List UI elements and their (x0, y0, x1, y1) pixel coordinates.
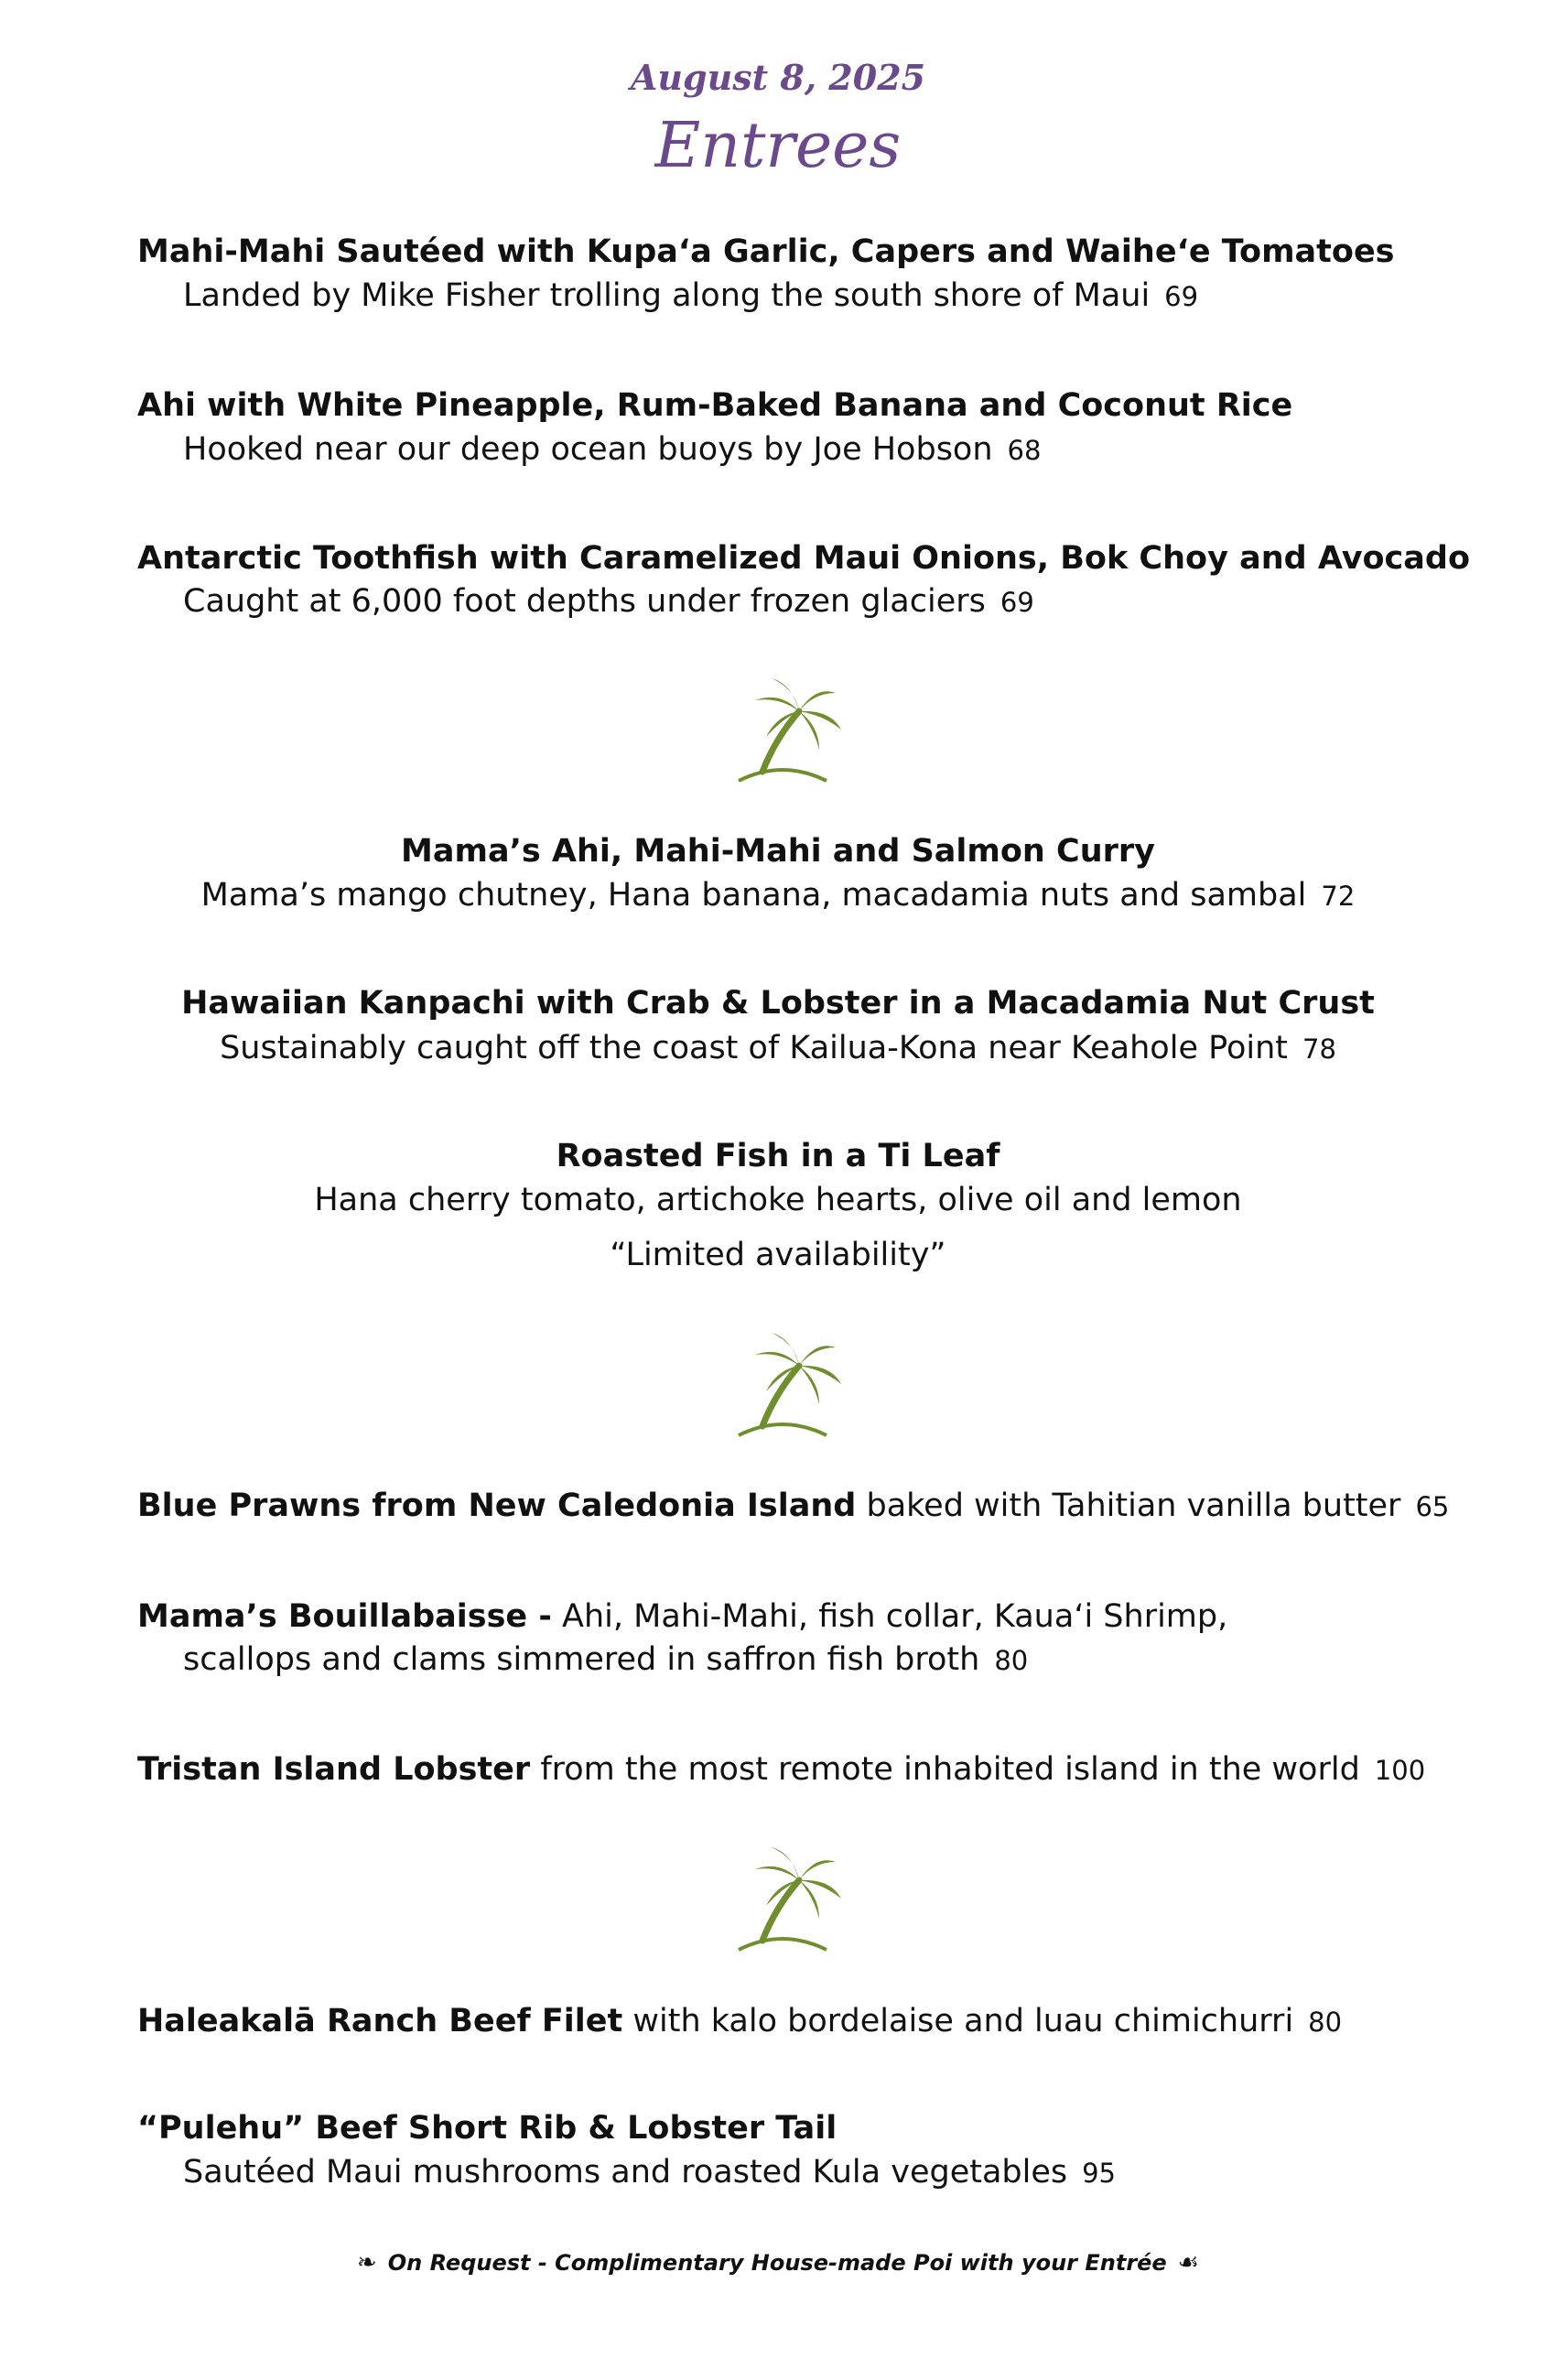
footer-text: On Request - Complimentary House-made Poi with your Entrée (387, 2250, 1167, 2276)
item-price: 78 (1302, 1033, 1336, 1065)
item-row (137, 1485, 1449, 1528)
item-description: Landed by Mike Fisher trolling along the south shore of Maui (183, 277, 1151, 314)
item-price: 95 (1082, 2158, 1117, 2189)
item-description: Sautéed Maui mushrooms and roasted Kula vegetables (183, 2154, 1068, 2191)
item-description-row (183, 275, 1198, 318)
item-description: from the most remote inhabited island in the world (540, 1751, 1360, 1788)
menu-title: Entrees (654, 110, 902, 182)
leaf-ornament-icon: ☙ (1177, 2249, 1200, 2277)
item-title: Blue Prawns from New Caledonia Island (137, 1488, 857, 1524)
item-title: Antarctic Toothfish with Caramelized Maui Onions, Bok Choy and Avocado (137, 540, 1471, 577)
item-description: Ahi, Mahi-Mahi, fish collar, Kaua‘i Shrimp, (562, 1598, 1228, 1635)
item-row (137, 1748, 1425, 1791)
item-description: Sustainably caught off the coast of Kailua-Kona near Keahole Point (220, 1030, 1289, 1066)
item-price: 65 (1415, 1491, 1450, 1522)
item-title: Haleakalā Ranch Beef Filet (137, 2003, 623, 2039)
item-price: 69 (1164, 281, 1199, 312)
palm-tree-icon (728, 1327, 847, 1446)
menu-date: August 8, 2025 (630, 57, 926, 98)
item-title: Roasted Fish in a Ti Leaf (556, 1138, 1000, 1174)
item-price: 72 (1321, 881, 1356, 912)
item-price: 69 (1000, 587, 1034, 618)
item-description-row (0, 874, 1556, 917)
item-description: Hooked near our deep ocean buoys by Joe Hobson (183, 431, 993, 468)
item-description-row (0, 1027, 1556, 1070)
item-title: Ahi with White Pineapple, Rum-Baked Banana and Coconut Rice (137, 387, 1293, 424)
item-description: Caught at 6,000 foot depths under frozen glaciers (183, 583, 986, 620)
item-title: Mama’s Bouillabaisse - (137, 1598, 552, 1635)
item-description: baked with Tahitian vanilla butter (866, 1488, 1401, 1524)
item-title: Mahi-Mahi Sautéed with Kupa‘a Garlic, Capers and Waihe‘e Tomatoes (137, 233, 1395, 270)
item-title: “Pulehu” Beef Short Rib & Lobster Tail (137, 2110, 837, 2147)
item-price: 68 (1007, 435, 1042, 466)
item-row (137, 1596, 1227, 1638)
item-description-row (183, 580, 1034, 623)
item-title: Hawaiian Kanpachi with Crab & Lobster in a Macadamia Nut Crust (181, 985, 1375, 1022)
item-price: 100 (1374, 1755, 1426, 1786)
palm-tree-icon (728, 673, 847, 792)
item-title: Tristan Island Lobster (137, 1751, 531, 1788)
palm-tree-icon (728, 1842, 847, 1961)
item-price: 80 (994, 1645, 1029, 1676)
item-description-row (183, 428, 1041, 471)
item-description: scallops and clams simmered in saffron fish broth (183, 1641, 980, 1678)
item-note: “Limited availability” (610, 1237, 946, 1273)
item-title: Mama’s Ahi, Mahi-Mahi and Salmon Curry (401, 833, 1155, 870)
item-description-row (183, 1639, 1028, 1682)
item-description: Mama’s mango chutney, Hana banana, macadamia nuts and sambal (200, 877, 1307, 914)
item-description: with kalo bordelaise and luau chimichurri (632, 2003, 1294, 2039)
item-description-row (183, 2151, 1116, 2194)
item-description: Hana cherry tomato, artichoke hearts, olive oil and lemon (314, 1182, 1242, 1218)
leaf-ornament-icon: ❧ (356, 2249, 377, 2277)
item-price: 80 (1308, 2007, 1343, 2038)
item-row (137, 2000, 1342, 2043)
footer-note (0, 2249, 1556, 2277)
